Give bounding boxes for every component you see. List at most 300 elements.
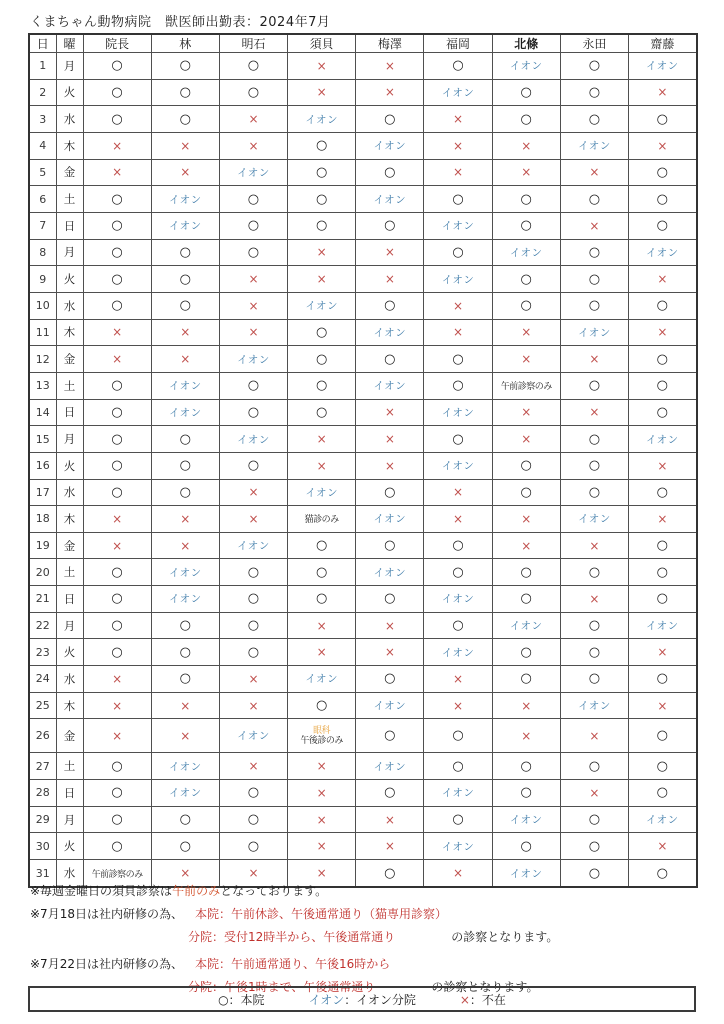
schedule-cell: イオン [219, 532, 287, 559]
schedule-cell: × [219, 319, 287, 346]
weekday-cell: 月 [56, 612, 83, 639]
schedule-cell: イオン [492, 860, 560, 887]
schedule-cell: ○ [560, 239, 628, 266]
schedule-cell: ○ [219, 612, 287, 639]
weekday-cell: 金 [56, 532, 83, 559]
note-segment: の診察となります。 [431, 980, 539, 994]
schedule-cell: イオン [424, 79, 492, 106]
weekday-cell: 木 [56, 506, 83, 533]
schedule-cell: イオン [629, 53, 697, 80]
schedule-cell: ○ [356, 780, 424, 807]
weekday-cell: 土 [56, 559, 83, 586]
schedule-cell: × [83, 132, 151, 159]
schedule-cell: × [151, 319, 219, 346]
weekday-cell: 月 [56, 806, 83, 833]
schedule-cell: ○ [151, 79, 219, 106]
schedule-cell: イオン [219, 719, 287, 753]
schedule-cell: イオン [151, 559, 219, 586]
day-cell: 29 [29, 806, 56, 833]
weekday-cell: 火 [56, 639, 83, 666]
weekday-cell: 金 [56, 719, 83, 753]
header-cell-7: 福岡 [424, 34, 492, 53]
schedule-cell: × [356, 79, 424, 106]
schedule-cell: × [424, 319, 492, 346]
table-row [29, 266, 697, 293]
schedule-cell: ○ [629, 372, 697, 399]
day-cell: 2 [29, 79, 56, 106]
schedule-cell: × [560, 586, 628, 613]
schedule-cell: × [288, 806, 356, 833]
schedule-cell: イオン [356, 506, 424, 533]
schedule-cell: ○ [560, 753, 628, 780]
schedule-cell: × [492, 426, 560, 453]
schedule-cell: イオン [288, 106, 356, 133]
schedule-cell: ○ [629, 719, 697, 753]
schedule-cell: ○ [424, 719, 492, 753]
legend-aeon-branch [309, 991, 416, 1008]
schedule-cell: ○ [151, 612, 219, 639]
table-row [29, 692, 697, 719]
weekday-cell: 月 [56, 239, 83, 266]
day-cell: 27 [29, 753, 56, 780]
schedule-cell: イオン [492, 53, 560, 80]
schedule-cell: × [151, 506, 219, 533]
schedule-cell: × [83, 346, 151, 373]
note-line-3 [30, 926, 694, 949]
schedule-cell: ○ [219, 53, 287, 80]
day-cell: 1 [29, 53, 56, 80]
note-segment: ※7月18日は社内研修の為、 [30, 907, 183, 921]
schedule-cell: イオン [492, 612, 560, 639]
day-cell: 22 [29, 612, 56, 639]
schedule-cell: イオン [560, 132, 628, 159]
weekday-cell: 日 [56, 212, 83, 239]
schedule-cell: ○ [219, 372, 287, 399]
schedule-cell: ○ [151, 806, 219, 833]
day-cell: 24 [29, 666, 56, 693]
schedule-cell: ○ [83, 79, 151, 106]
schedule-cell: ○ [83, 399, 151, 426]
day-cell: 11 [29, 319, 56, 346]
schedule-cell: ○ [492, 559, 560, 586]
schedule-cell: イオン [219, 426, 287, 453]
schedule-cell: イオン [356, 692, 424, 719]
schedule-cell: ○ [356, 106, 424, 133]
schedule-cell: × [356, 833, 424, 860]
schedule-cell: × [219, 506, 287, 533]
note-segment: 分院：午後1時まで、午後通常通り [188, 980, 376, 994]
schedule-cell: × [356, 399, 424, 426]
note-segment: 本院：午前通常通り、午後16時から [194, 957, 391, 971]
schedule-cell: × [219, 479, 287, 506]
schedule-cell: ○ [629, 532, 697, 559]
schedule-cell: ○ [424, 346, 492, 373]
schedule-cell: × [356, 452, 424, 479]
schedule-cell: ○ [560, 666, 628, 693]
day-cell: 13 [29, 372, 56, 399]
legend-main-hospital [218, 991, 264, 1008]
schedule-cell: ○ [151, 426, 219, 453]
schedule-cell: × [560, 212, 628, 239]
schedule-cell: イオン [356, 372, 424, 399]
header-cell-1: 曜 [56, 34, 83, 53]
schedule-cell: × [492, 719, 560, 753]
schedule-cell: ○ [629, 780, 697, 807]
schedule-cell: ○ [629, 399, 697, 426]
schedule-cell: イオン [288, 292, 356, 319]
schedule-cell: ○ [424, 186, 492, 213]
header-cell-4: 明石 [219, 34, 287, 53]
note-segment: ※7月22日は社内研修の為、 [30, 957, 183, 971]
schedule-cell: ○ [151, 266, 219, 293]
schedule-cell: ○ [83, 452, 151, 479]
schedule-cell: ○ [219, 833, 287, 860]
schedule-cell: ○ [629, 860, 697, 887]
schedule-cell: ○ [356, 586, 424, 613]
weekday-cell: 木 [56, 692, 83, 719]
legend-text: イオン [308, 992, 345, 1007]
schedule-cell: ○ [629, 212, 697, 239]
schedule-cell: イオン [424, 639, 492, 666]
note-line-1 [30, 880, 694, 903]
schedule-cell: ○ [492, 479, 560, 506]
schedule-cell: × [288, 266, 356, 293]
table-row [29, 212, 697, 239]
schedule-cell: イオン [629, 806, 697, 833]
day-cell: 16 [29, 452, 56, 479]
schedule-cell: ○ [356, 479, 424, 506]
schedule-cell: イオン [356, 186, 424, 213]
schedule-cell: イオン [560, 506, 628, 533]
schedule-cell: ○ [560, 612, 628, 639]
weekday-cell: 日 [56, 399, 83, 426]
schedule-cell: ○ [288, 132, 356, 159]
table-row [29, 506, 697, 533]
schedule-cell: ○ [492, 212, 560, 239]
weekday-cell: 火 [56, 266, 83, 293]
schedule-cell: × [629, 833, 697, 860]
schedule-cell: × [560, 719, 628, 753]
schedule-cell: ○ [356, 346, 424, 373]
schedule-cell: ○ [288, 692, 356, 719]
day-cell: 15 [29, 426, 56, 453]
schedule-cell: × [356, 806, 424, 833]
table-row [29, 780, 697, 807]
legend-text: × [459, 992, 470, 1007]
schedule-cell: イオン [560, 692, 628, 719]
schedule-cell: ○ [492, 79, 560, 106]
page-title: くまちゃん動物病院 獣医師出勤表：2024年7月 [30, 15, 331, 30]
day-cell: 9 [29, 266, 56, 293]
weekday-cell: 土 [56, 372, 83, 399]
table-row [29, 346, 697, 373]
schedule-cell: × [288, 79, 356, 106]
weekday-cell: 水 [56, 666, 83, 693]
schedule-cell: × [492, 132, 560, 159]
weekday-cell: 木 [56, 132, 83, 159]
day-cell: 3 [29, 106, 56, 133]
schedule-cell: ○ [83, 106, 151, 133]
schedule-cell: 午前診察のみ [492, 372, 560, 399]
schedule-cell: × [151, 132, 219, 159]
table-row [29, 586, 697, 613]
schedule-cell: ○ [560, 79, 628, 106]
schedule-cell: × [151, 532, 219, 559]
schedule-cell: × [629, 452, 697, 479]
day-cell: 21 [29, 586, 56, 613]
weekday-cell: 水 [56, 106, 83, 133]
schedule-cell: × [424, 292, 492, 319]
schedule-cell: × [560, 346, 628, 373]
schedule-cell: ○ [356, 719, 424, 753]
schedule-cell: ○ [219, 239, 287, 266]
day-cell: 4 [29, 132, 56, 159]
schedule-cell: イオン [356, 559, 424, 586]
schedule-cell: ○ [629, 186, 697, 213]
schedule-cell: ○ [288, 319, 356, 346]
schedule-cell: ○ [492, 452, 560, 479]
schedule-cell [288, 719, 356, 753]
header-cell-9: 永田 [560, 34, 628, 53]
weekday-cell: 水 [56, 479, 83, 506]
schedule-cell: イオン [629, 612, 697, 639]
schedule-cell: × [560, 159, 628, 186]
weekday-cell: 木 [56, 319, 83, 346]
schedule-cell: ○ [424, 753, 492, 780]
schedule-cell: イオン [424, 833, 492, 860]
schedule-cell: ○ [219, 780, 287, 807]
schedule-cell: ○ [151, 292, 219, 319]
note-segment: となっております。 [220, 884, 328, 898]
schedule-cell: ○ [492, 666, 560, 693]
day-cell: 20 [29, 559, 56, 586]
table-row [29, 479, 697, 506]
schedule-cell: ○ [219, 79, 287, 106]
schedule-cell: × [560, 532, 628, 559]
day-cell: 7 [29, 212, 56, 239]
schedule-cell: × [151, 719, 219, 753]
schedule-cell: × [560, 399, 628, 426]
day-cell: 28 [29, 780, 56, 807]
schedule-cell: イオン [356, 132, 424, 159]
schedule-cell: ○ [83, 239, 151, 266]
schedule-cell: ○ [356, 532, 424, 559]
schedule-cell: × [151, 159, 219, 186]
schedule-cell: ○ [492, 266, 560, 293]
schedule-cell: ○ [560, 639, 628, 666]
schedule-cell: ○ [560, 292, 628, 319]
schedule-cell: イオン [219, 159, 287, 186]
table-row [29, 806, 697, 833]
schedule-cell: ○ [356, 860, 424, 887]
schedule-cell: ○ [83, 372, 151, 399]
note-segment: ※毎週金曜日の須貝診察は [30, 884, 173, 898]
schedule-cell: ○ [629, 159, 697, 186]
day-cell: 26 [29, 719, 56, 753]
schedule-cell: ○ [560, 833, 628, 860]
schedule-cell: ○ [288, 159, 356, 186]
schedule-cell: ○ [219, 559, 287, 586]
schedule-cell: × [356, 639, 424, 666]
day-cell: 19 [29, 532, 56, 559]
schedule-cell: ○ [83, 780, 151, 807]
table-row [29, 292, 697, 319]
schedule-cell: × [356, 239, 424, 266]
schedule-cell: ○ [560, 452, 628, 479]
schedule-cell: ○ [288, 399, 356, 426]
schedule-cell: イオン [629, 239, 697, 266]
schedule-cell: × [288, 452, 356, 479]
schedule-cell: イオン [424, 399, 492, 426]
schedule-cell: ○ [492, 586, 560, 613]
schedule-cell: × [288, 53, 356, 80]
table-row [29, 79, 697, 106]
header-row [29, 34, 697, 53]
schedule-cell: × [151, 346, 219, 373]
note-line-2 [30, 903, 694, 926]
schedule-cell: ○ [424, 426, 492, 453]
table-row [29, 452, 697, 479]
legend-absent [460, 991, 506, 1008]
table-row [29, 639, 697, 666]
schedule-cell: イオン [424, 780, 492, 807]
header-cell-5: 須貝 [288, 34, 356, 53]
schedule-cell: × [629, 132, 697, 159]
note-segment: 午前のみ [172, 884, 221, 898]
schedule-cell: ○ [151, 833, 219, 860]
schedule-cell: ○ [219, 186, 287, 213]
schedule-cell: ○ [560, 860, 628, 887]
header-cell-2: 院長 [83, 34, 151, 53]
schedule-cell: ○ [424, 532, 492, 559]
schedule-cell: ○ [83, 753, 151, 780]
schedule-cell: ○ [219, 639, 287, 666]
schedule-cell: ○ [83, 479, 151, 506]
schedule-cell: イオン [151, 586, 219, 613]
schedule-cell: ○ [288, 186, 356, 213]
table-row [29, 319, 697, 346]
schedule-cell: ○ [288, 212, 356, 239]
schedule-cell: ○ [83, 266, 151, 293]
schedule-cell: イオン [151, 753, 219, 780]
schedule-cell: × [492, 346, 560, 373]
schedule-cell: ○ [219, 586, 287, 613]
weekday-cell: 土 [56, 753, 83, 780]
schedule-cell: ○ [560, 806, 628, 833]
schedule-cell: イオン [151, 186, 219, 213]
note-segment: 分院：受付12時半から、午後通常通り [188, 930, 396, 944]
schedule-cell: × [356, 53, 424, 80]
schedule-cell: × [492, 692, 560, 719]
schedule-cell: ○ [629, 666, 697, 693]
weekday-cell: 水 [56, 860, 83, 887]
schedule-cell: ○ [424, 53, 492, 80]
schedule-cell: ○ [83, 559, 151, 586]
schedule-cell: ○ [560, 106, 628, 133]
schedule-cell: イオン [151, 780, 219, 807]
day-cell: 10 [29, 292, 56, 319]
weekday-cell: 火 [56, 79, 83, 106]
table-row [29, 53, 697, 80]
schedule-cell: ○ [151, 106, 219, 133]
schedule-cell: ○ [219, 399, 287, 426]
schedule-cell: × [424, 132, 492, 159]
schedule-cell: ○ [560, 266, 628, 293]
schedule-cell: × [83, 532, 151, 559]
schedule-cell: × [492, 506, 560, 533]
note-segment: 本院：午前休診、午後通常通り（猫専用診察） [194, 907, 447, 921]
weekday-cell: 月 [56, 426, 83, 453]
schedule-cell: × [629, 79, 697, 106]
schedule-cell: × [424, 159, 492, 186]
attendance-table [28, 33, 698, 888]
schedule-cell: × [492, 532, 560, 559]
schedule-cell: イオン [151, 399, 219, 426]
schedule-cell: ○ [424, 372, 492, 399]
schedule-cell: ○ [288, 532, 356, 559]
day-cell: 23 [29, 639, 56, 666]
schedule-cell: × [629, 319, 697, 346]
schedule-cell: ○ [492, 780, 560, 807]
schedule-cell: ○ [424, 612, 492, 639]
schedule-cell: ○ [356, 212, 424, 239]
table-row [29, 532, 697, 559]
schedule-cell: イオン [288, 666, 356, 693]
schedule-cell: イオン [424, 212, 492, 239]
schedule-cell: イオン [424, 266, 492, 293]
weekday-cell: 金 [56, 346, 83, 373]
schedule-cell: ○ [492, 833, 560, 860]
schedule-cell: × [219, 292, 287, 319]
schedule-cell: ○ [492, 292, 560, 319]
schedule-cell: × [83, 719, 151, 753]
schedule-cell: ○ [424, 559, 492, 586]
table-row [29, 559, 697, 586]
schedule-cell: × [629, 692, 697, 719]
schedule-cell: × [629, 266, 697, 293]
schedule-cell: × [424, 106, 492, 133]
schedule-cell: × [219, 753, 287, 780]
schedule-cell: イオン [424, 586, 492, 613]
schedule-cell: イオン [492, 806, 560, 833]
note-segment: の診察となります。 [451, 930, 559, 944]
schedule-cell: ○ [151, 452, 219, 479]
schedule-cell: × [288, 426, 356, 453]
schedule-cell: × [356, 266, 424, 293]
schedule-cell: ○ [83, 806, 151, 833]
schedule-cell: イオン [492, 239, 560, 266]
schedule-cell: ○ [560, 479, 628, 506]
schedule-cell: × [288, 860, 356, 887]
table-row [29, 159, 697, 186]
weekday-cell: 月 [56, 53, 83, 80]
schedule-cell: × [288, 639, 356, 666]
schedule-cell: ○ [560, 186, 628, 213]
legend-text: ：不在 [469, 992, 506, 1007]
schedule-cell: ○ [151, 239, 219, 266]
schedule-cell: × [288, 753, 356, 780]
schedule-cell: × [356, 612, 424, 639]
schedule-cell: × [356, 426, 424, 453]
schedule-cell: × [288, 612, 356, 639]
schedule-cell: ○ [151, 479, 219, 506]
day-cell: 6 [29, 186, 56, 213]
schedule-cell: × [83, 506, 151, 533]
table-row [29, 372, 697, 399]
schedule-cell: ○ [288, 372, 356, 399]
schedule-cell: ○ [83, 292, 151, 319]
header-cell-0: 日 [29, 34, 56, 53]
